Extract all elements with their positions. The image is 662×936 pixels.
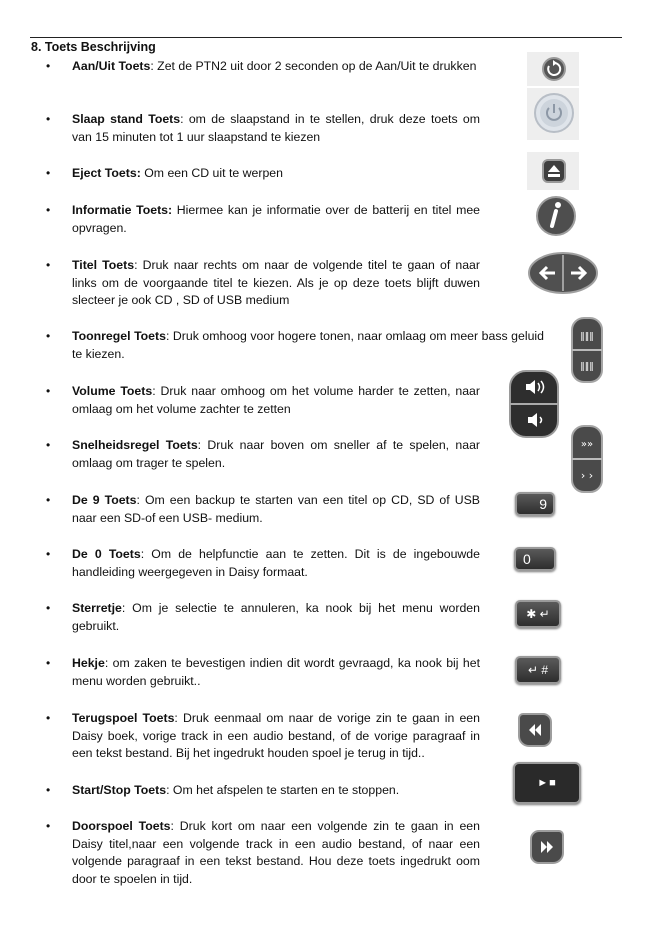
fast-forward-icon [527, 827, 567, 867]
tone-icon [570, 316, 604, 384]
svg-text:‖‖‖: ‖‖‖ [580, 362, 594, 372]
header-rule [30, 37, 622, 38]
volume-icon [508, 369, 560, 439]
info-icon [530, 193, 578, 239]
svg-text:› ›: › › [580, 469, 594, 482]
svg-text:»»: »» [580, 439, 594, 450]
arrow-left-right-icon [527, 251, 599, 295]
eject-icon [527, 152, 579, 190]
hash-key-icon: ↵ # [515, 656, 561, 684]
key-0-icon: 0 [514, 547, 556, 571]
rewind-icon [515, 710, 555, 750]
power-icon [527, 88, 579, 140]
section-title: 8. Toets Beschrijving [31, 40, 156, 54]
speed-icon [570, 424, 604, 494]
play-stop-icon: ►■ [513, 762, 581, 804]
key-9-icon: 9 [515, 492, 555, 516]
power-cycle-icon [527, 52, 579, 86]
svg-text:‖‖‖: ‖‖‖ [580, 332, 594, 342]
star-key-icon: ✱ ↵ [515, 600, 561, 628]
